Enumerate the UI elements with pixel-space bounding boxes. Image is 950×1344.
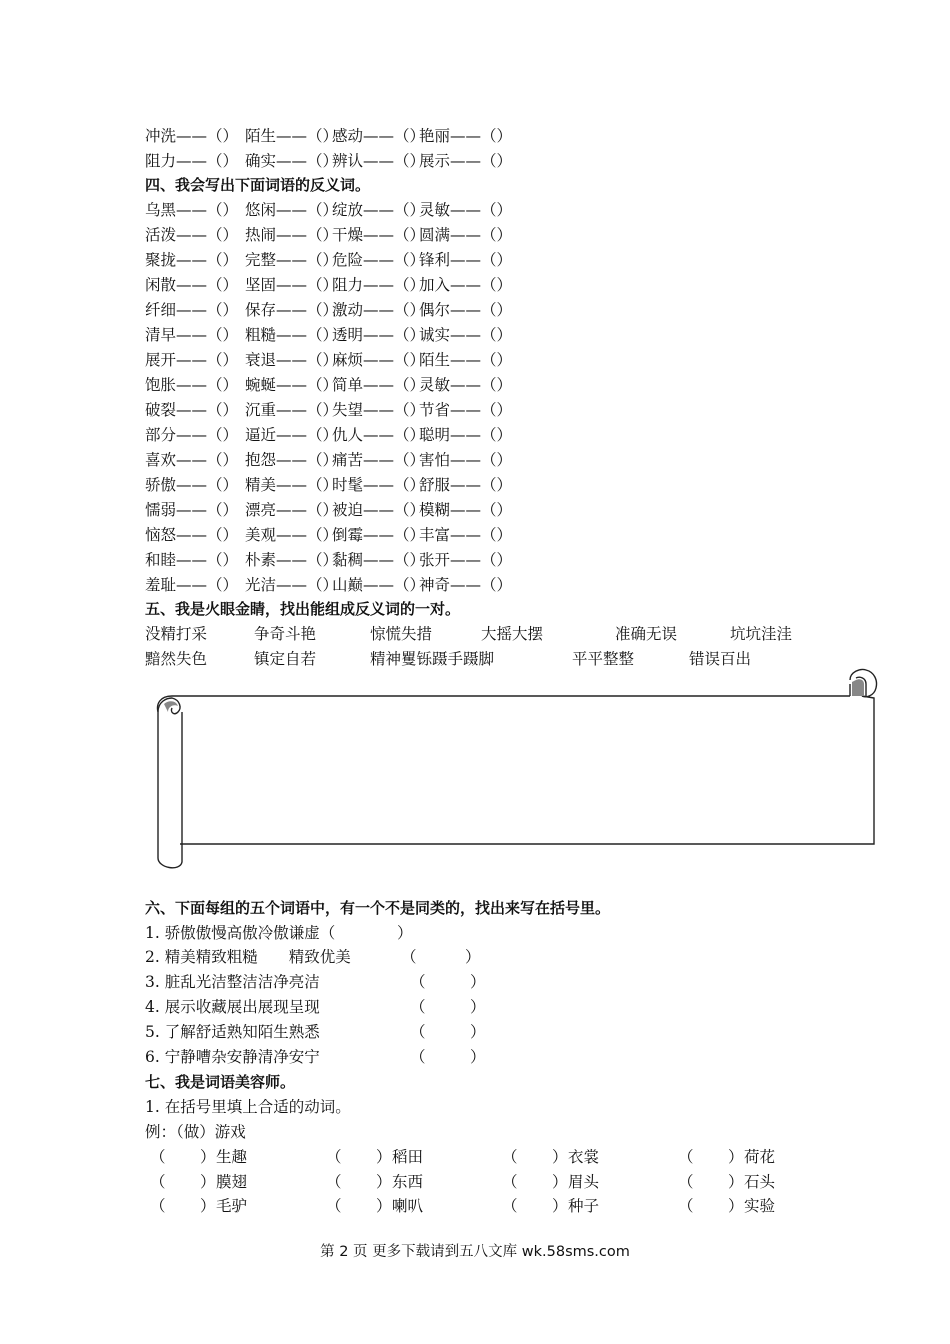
noun-word: 生趣 [216, 1148, 248, 1166]
antonym-blank[interactable]: 圆满——（） [419, 226, 513, 244]
open-paren[interactable]: （ [502, 1197, 518, 1215]
idiom: 黯然失色 [145, 650, 208, 668]
antonym-blank[interactable]: 活泼——（） [145, 226, 239, 244]
antonym-blank[interactable]: 展示——（） [419, 152, 513, 170]
antonym-blank[interactable]: 丰富——（） [419, 526, 513, 544]
idiom: 精神矍铄蹑手蹑脚 [370, 650, 495, 668]
antonym-blank[interactable]: 冲洗——（） [145, 127, 239, 145]
antonym-blank[interactable]: 痛苦——（） [332, 451, 426, 469]
close-paren[interactable]: ） [397, 924, 413, 942]
noun-word: 石头 [744, 1172, 776, 1191]
idiom: 争奇斗艳 [254, 625, 317, 643]
open-paren[interactable]: （ [678, 1172, 694, 1191]
scroll-answer-box[interactable] [150, 668, 880, 874]
antonym-blank[interactable]: 纤细——（） [145, 301, 239, 319]
open-paren[interactable]: （ [150, 1172, 166, 1191]
antonym-blank[interactable]: 逼近——（） [245, 426, 339, 444]
antonym-blank[interactable]: 完整——（） [245, 251, 339, 269]
antonym-blank[interactable]: 羞耻——（） [145, 576, 239, 594]
close-paren[interactable]: ） [465, 948, 481, 966]
antonym-blank[interactable]: 失望——（） [332, 401, 426, 419]
open-paren[interactable]: （ [326, 1148, 342, 1166]
antonym-blank[interactable]: 坚固——（） [245, 276, 339, 294]
antonym-blank[interactable]: 饱胀——（） [145, 376, 239, 394]
antonym-blank[interactable]: 确实——（） [245, 152, 339, 170]
open-paren[interactable]: （ [502, 1172, 518, 1191]
item-text: 5. 了解舒适熟知陌生熟悉 [145, 1023, 320, 1041]
noun-word: 毛驴 [216, 1197, 248, 1215]
close-paren[interactable]: ） [376, 1148, 392, 1166]
antonym-blank[interactable]: 抱怨——（） [245, 451, 339, 469]
antonym-blank[interactable]: 衰退——（） [245, 351, 339, 369]
close-paren[interactable]: ） [470, 1023, 486, 1041]
antonym-blank[interactable]: 保存——（） [245, 301, 339, 319]
antonym-blank[interactable]: 粗糙——（） [245, 326, 339, 344]
antonym-blank[interactable]: 热闹——（） [245, 226, 339, 244]
close-paren[interactable]: ） [200, 1172, 216, 1191]
open-paren[interactable]: （ [678, 1197, 694, 1215]
antonym-blank[interactable]: 悠闲——（） [245, 201, 339, 219]
close-paren[interactable]: ） [728, 1148, 744, 1166]
open-paren[interactable]: （ [502, 1148, 518, 1166]
close-paren[interactable]: ） [728, 1172, 744, 1191]
noun-word: 实验 [744, 1197, 776, 1215]
antonym-blank[interactable]: 聚拢——（） [145, 251, 239, 269]
antonym-blank[interactable]: 漂亮——（） [245, 501, 339, 519]
section-6-heading: 六、下面每组的五个词语中，有一个不是同类的，找出来写在括号里。 [145, 899, 611, 917]
antonym-blank[interactable]: 时髦——（） [332, 476, 426, 494]
antonym-blank[interactable]: 神奇——（） [419, 576, 513, 594]
antonym-blank[interactable]: 透明——（） [332, 326, 426, 344]
antonym-blank[interactable]: 绽放——（） [332, 201, 426, 219]
antonym-blank[interactable]: 舒服——（） [419, 476, 513, 494]
antonym-blank[interactable]: 蜿蜒——（） [245, 376, 339, 394]
item-text: 1. 骄傲傲慢高傲冷傲谦虚（ [145, 924, 336, 942]
close-paren[interactable]: ） [728, 1197, 744, 1215]
antonym-blank[interactable]: 喜欢——（） [145, 451, 239, 469]
idiom: 镇定自若 [254, 650, 317, 668]
noun-word: 眉头 [568, 1172, 600, 1191]
open-paren[interactable]: （ [410, 973, 426, 991]
antonym-blank[interactable]: 陌生——（） [245, 127, 339, 145]
antonym-blank[interactable]: 模糊——（） [419, 501, 513, 519]
antonym-blank[interactable]: 山巅——（） [332, 576, 426, 594]
antonym-blank[interactable]: 锋利——（） [419, 251, 513, 269]
close-paren[interactable]: ） [470, 1048, 486, 1066]
open-paren[interactable]: （ [401, 948, 417, 966]
idiom: 平平整整 [572, 650, 635, 668]
section-5-heading: 五、我是火眼金睛，找出能组成反义词的一对。 [145, 600, 461, 618]
antonym-blank[interactable]: 灵敏——（） [419, 376, 513, 394]
open-paren[interactable]: （ [410, 998, 426, 1016]
antonym-blank[interactable]: 陌生——（） [419, 351, 513, 369]
open-paren[interactable]: （ [150, 1197, 166, 1215]
antonym-blank[interactable]: 骄傲——（） [145, 476, 239, 494]
noun-word: 东西 [392, 1172, 424, 1191]
antonym-blank[interactable]: 简单——（） [332, 376, 426, 394]
antonym-blank[interactable]: 被迫——（） [332, 501, 426, 519]
antonym-blank[interactable]: 沉重——（） [245, 401, 339, 419]
open-paren[interactable]: （ [150, 1148, 166, 1166]
close-paren[interactable]: ） [552, 1172, 568, 1191]
antonym-blank[interactable]: 展开——（） [145, 351, 239, 369]
open-paren[interactable]: （ [410, 1048, 426, 1066]
noun-word: 荷花 [744, 1148, 776, 1166]
close-paren[interactable]: ） [200, 1197, 216, 1215]
antonym-blank[interactable]: 诚实——（） [419, 326, 513, 344]
page-footer: 第 2 页 更多下载请到五八文库 wk.58sms.com [320, 1244, 630, 1260]
antonym-blank[interactable]: 辨认——（） [332, 152, 426, 170]
noun-word: 稻田 [392, 1148, 424, 1166]
antonym-blank[interactable]: 闲散——（） [145, 276, 239, 294]
antonym-blank[interactable]: 破裂——（） [145, 401, 239, 419]
antonym-blank[interactable]: 部分——（） [145, 426, 239, 444]
antonym-blank[interactable]: 加入——（） [419, 276, 513, 294]
close-paren[interactable]: ） [376, 1172, 392, 1191]
item-text: 6. 宁静嘈杂安静清净安宁 [145, 1048, 320, 1066]
noun-word: 膜翅 [216, 1172, 248, 1191]
item-text: 2. 精美精致粗糙 精致优美 [145, 948, 351, 966]
antonym-blank[interactable]: 麻烦——（） [332, 351, 426, 369]
antonym-blank[interactable]: 激动——（） [332, 301, 426, 319]
section-4-heading: 四、我会写出下面词语的反义词。 [145, 176, 371, 194]
item-text: 3. 脏乱光洁整洁洁净亮洁 [145, 973, 320, 991]
antonym-blank[interactable]: 恼怒——（） [145, 526, 239, 544]
close-paren[interactable]: ） [470, 973, 486, 991]
antonym-blank[interactable]: 偶尔——（） [419, 301, 513, 319]
open-paren[interactable]: （ [326, 1172, 342, 1191]
idiom: 准确无误 [615, 625, 678, 643]
antonym-blank[interactable]: 危险——（） [332, 251, 426, 269]
section-7-example: 例：（做）游戏 [145, 1123, 246, 1141]
idiom: 没精打采 [145, 625, 208, 643]
antonym-blank[interactable]: 灵敏——（） [419, 201, 513, 219]
idiom: 坑坑洼洼 [730, 625, 793, 643]
idiom: 惊慌失措 [370, 625, 433, 643]
close-paren[interactable]: ） [470, 998, 486, 1016]
antonym-blank[interactable]: 倒霉——（） [332, 526, 426, 544]
noun-word: 喇叭 [392, 1197, 424, 1215]
antonym-blank[interactable]: 阻力——（） [332, 276, 426, 294]
antonym-blank[interactable]: 黏稠——（） [332, 551, 426, 569]
antonym-blank[interactable]: 张开——（） [419, 551, 513, 569]
antonym-blank[interactable]: 仇人——（） [332, 426, 426, 444]
open-paren[interactable]: （ [410, 1023, 426, 1041]
item-text: 4. 展示收藏展出展现呈现 [145, 998, 320, 1016]
antonym-blank[interactable]: 乌黑——（） [145, 201, 239, 219]
close-paren[interactable]: ） [552, 1148, 568, 1166]
idiom: 错误百出 [689, 650, 752, 668]
antonym-blank[interactable]: 干燥——（） [332, 226, 426, 244]
close-paren[interactable]: ） [200, 1148, 216, 1166]
antonym-blank[interactable]: 美观——（） [245, 526, 339, 544]
antonym-blank[interactable]: 精美——（） [245, 476, 339, 494]
open-paren[interactable]: （ [678, 1148, 694, 1166]
section-7-subheading: 1. 在括号里填上合适的动词。 [145, 1098, 351, 1116]
antonym-blank[interactable]: 节省——（） [419, 401, 513, 419]
noun-word: 种子 [568, 1197, 600, 1215]
noun-word: 衣裳 [568, 1148, 600, 1166]
idiom: 大摇大摆 [481, 625, 544, 643]
open-paren[interactable]: （ [326, 1197, 342, 1215]
antonym-blank[interactable]: 和睦——（） [145, 551, 239, 569]
antonym-blank[interactable]: 聪明——（） [419, 426, 513, 444]
antonym-blank[interactable]: 害怕——（） [419, 451, 513, 469]
antonym-blank[interactable]: 阻力——（） [145, 152, 239, 170]
antonym-blank[interactable]: 清早——（） [145, 326, 239, 344]
close-paren[interactable]: ） [376, 1197, 392, 1215]
antonym-blank[interactable]: 光洁——（） [245, 576, 339, 594]
antonym-blank[interactable]: 懦弱——（） [145, 501, 239, 519]
antonym-blank[interactable]: 艳丽——（） [419, 127, 513, 145]
antonym-blank[interactable]: 感动——（） [332, 127, 426, 145]
close-paren[interactable]: ） [552, 1197, 568, 1215]
section-7-heading: 七、我是词语美容师。 [145, 1073, 296, 1091]
antonym-blank[interactable]: 朴素——（） [245, 551, 339, 569]
